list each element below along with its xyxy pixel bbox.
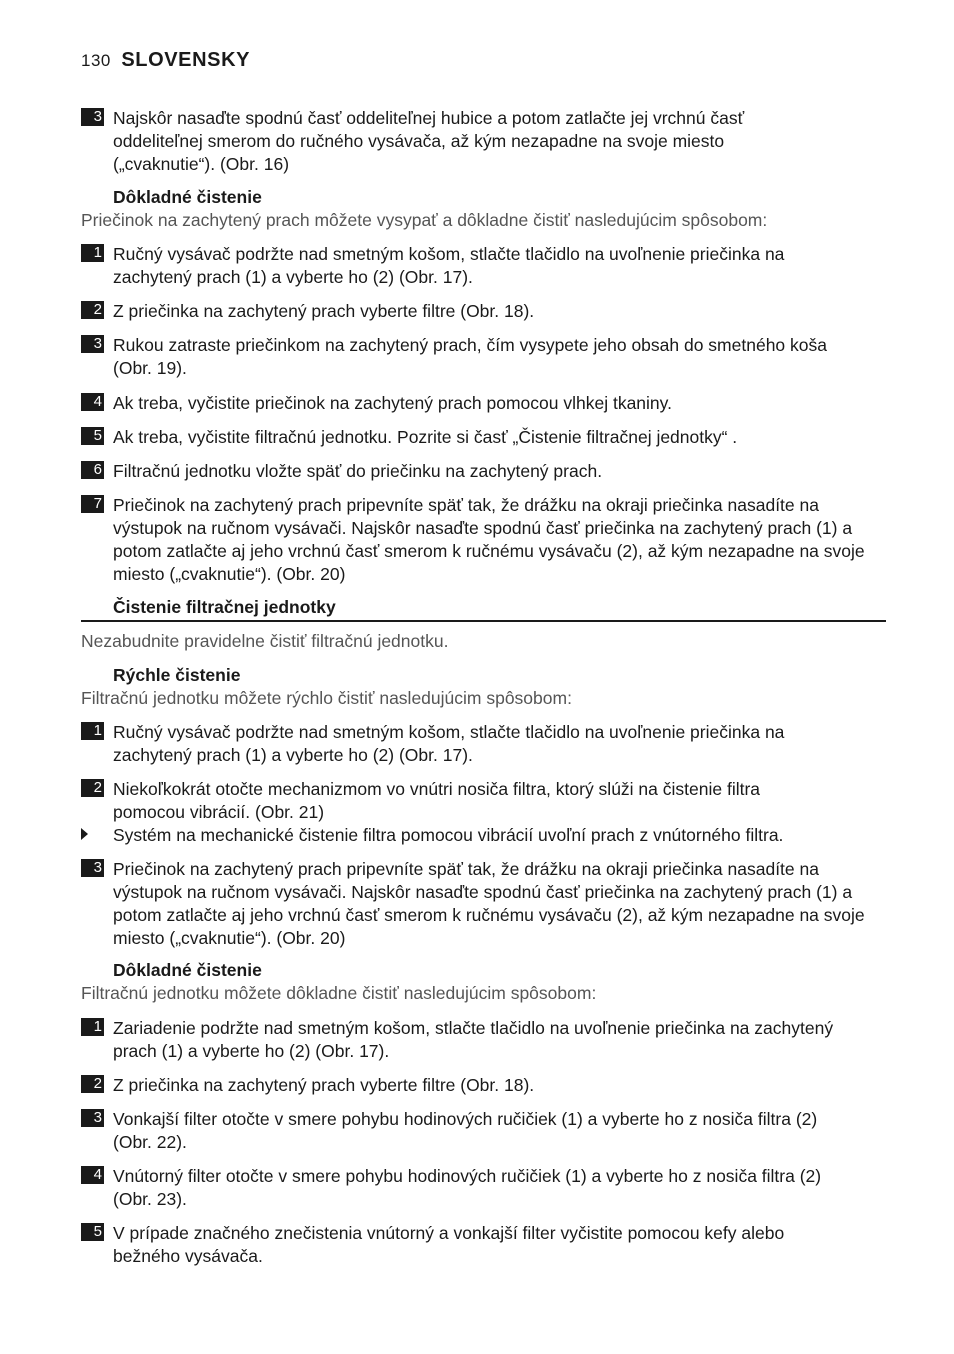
step-number: 3 xyxy=(81,108,104,126)
step-item xyxy=(81,1222,881,1268)
note-text: Nezabudnite pravidelne čistiť filtračnú jednotku. xyxy=(81,631,449,651)
step-number: 5 xyxy=(81,427,104,445)
step-text: Ručný vysávač podržte nad smetným košom, stlačte tlačidlo na uvoľnenie priečinka na zachytený prach (1) a vyberte ho (2) (Obr. 17). xyxy=(113,722,785,765)
step-item xyxy=(81,1108,881,1154)
step-item xyxy=(81,426,881,449)
page-number: 130 xyxy=(81,51,111,70)
step-number: 6 xyxy=(81,461,104,479)
step-number: 3 xyxy=(81,335,104,353)
step-text: Niekoľkokrát otočte mechanizmom vo vnútri nosiča filtra, ktorý slúži na čistenie filtra pomocou vibrácií. (Obr. 21) xyxy=(113,779,761,822)
step-text: Ak treba, vyčistite priečinok na zachytený prach pomocou vlhkej tkaniny. xyxy=(113,393,672,413)
step-number: 2 xyxy=(81,779,104,797)
step-item xyxy=(81,300,881,323)
step-item xyxy=(81,721,881,767)
step-text: Z priečinka na zachytený prach vyberte filtre (Obr. 18). xyxy=(113,1075,535,1095)
step-number: 1 xyxy=(81,722,104,740)
step-text: Z priečinka na zachytený prach vyberte filtre (Obr. 18). xyxy=(113,301,535,321)
result-bullet xyxy=(81,824,881,847)
step-text: Filtračnú jednotku vložte späť do priečinku na zachytený prach. xyxy=(113,461,603,481)
step-item xyxy=(81,494,881,586)
step-number: 4 xyxy=(81,1166,104,1184)
step-text: Najskôr nasaďte spodnú časť oddeliteľnej hubice a potom zatlačte jej vrchnú časť oddeliteľnej smerom do ručného vysávača, až kým nezapadne na svoje miesto („cvaknutie“). (Obr. 16) xyxy=(113,108,745,174)
subsection-heading: Dôkladné čistenie xyxy=(113,187,262,207)
section-heading: Čistenie filtračnej jednotky xyxy=(113,597,336,617)
section-divider xyxy=(81,620,886,622)
step-text: Priečinok na zachytený prach pripevníte späť tak, že drážku na okraji priečinka nasadíte na výstupok na ručnom vysávači. Najskôr nasaďte spodnú časť priečinka na zachytený prach (1) a potom zatlačte aj jeho vrchnú časť smerom k ručnému vysávaču (2), až kým nezapadne na svoje miesto („cvaknutie“). (Obr. 20) xyxy=(113,495,865,584)
step-number: 4 xyxy=(81,393,104,411)
step-number: 2 xyxy=(81,301,104,319)
step-number: 3 xyxy=(81,1109,104,1127)
step-item xyxy=(81,334,881,380)
step-item xyxy=(81,107,881,176)
step-item xyxy=(81,1074,881,1097)
subsection-heading: Rýchle čistenie xyxy=(113,665,241,685)
step-text: Ručný vysávač podržte nad smetným košom, stlačte tlačidlo na uvoľnenie priečinka na zachytený prach (1) a vyberte ho (2) (Obr. 17). xyxy=(113,244,785,287)
step-text: Vnútorný filter otočte v smere pohybu hodinových ručičiek (1) a vyberte ho z nosiča filtra (2) (Obr. 23). xyxy=(113,1166,822,1209)
step-number: 3 xyxy=(81,859,104,877)
step-item xyxy=(81,778,881,824)
step-item xyxy=(81,858,881,950)
step-item xyxy=(81,1165,881,1211)
step-text: Ak treba, vyčistite filtračnú jednotku. Pozrite si časť „Čistenie filtračnej jednotky“ . xyxy=(113,427,738,447)
bullet-arrow-icon xyxy=(81,828,88,840)
step-text: Vonkajší filter otočte v smere pohybu hodinových ručičiek (1) a vyberte ho z nosiča filtra (2) (Obr. 22). xyxy=(113,1109,818,1152)
step-text: Priečinok na zachytený prach pripevníte späť tak, že drážku na okraji priečinka nasadíte na výstupok na ručnom vysávači. Najskôr nasaďte spodnú časť priečinka na zachytený prach (1) a potom zatlačte aj jeho vrchnú časť smerom k ručnému vysávaču (2), až kým nezapadne na svoje miesto („cvaknutie“). (Obr. 20) xyxy=(113,859,865,948)
subsection-heading: Dôkladné čistenie xyxy=(113,960,262,980)
language-title: SLOVENSKY xyxy=(121,49,251,71)
step-number: 7 xyxy=(81,495,104,513)
step-text: V prípade značného znečistenia vnútorný a vonkajší filter vyčistite pomocou kefy alebo bežného vysávača. xyxy=(113,1223,785,1266)
intro-text: Priečinok na zachytený prach môžete vysypať a dôkladne čistiť nasledujúcim spôsobom: xyxy=(81,210,768,230)
step-number: 2 xyxy=(81,1075,104,1093)
step-item xyxy=(81,460,881,483)
intro-text: Filtračnú jednotku môžete rýchlo čistiť nasledujúcim spôsobom: xyxy=(81,688,572,708)
step-item xyxy=(81,392,881,415)
bullet-text: Systém na mechanické čistenie filtra pomocou vibrácií uvoľní prach z vnútorného filtra. xyxy=(113,825,784,845)
step-text: Zariadenie podržte nad smetným košom, stlačte tlačidlo na uvoľnenie priečinka na zachytený prach (1) a vyberte ho (2) (Obr. 17). xyxy=(113,1018,834,1061)
step-number: 1 xyxy=(81,1018,104,1036)
step-number: 5 xyxy=(81,1223,104,1241)
step-item xyxy=(81,1017,881,1063)
step-item xyxy=(81,243,881,289)
step-text: Rukou zatraste priečinkom na zachytený prach, čím vysypete jeho obsah do smetného koša (Obr. 19). xyxy=(113,335,827,378)
intro-text: Filtračnú jednotku môžete dôkladne čistiť nasledujúcim spôsobom: xyxy=(81,983,597,1003)
step-number: 1 xyxy=(81,244,104,262)
page-header xyxy=(81,49,250,73)
